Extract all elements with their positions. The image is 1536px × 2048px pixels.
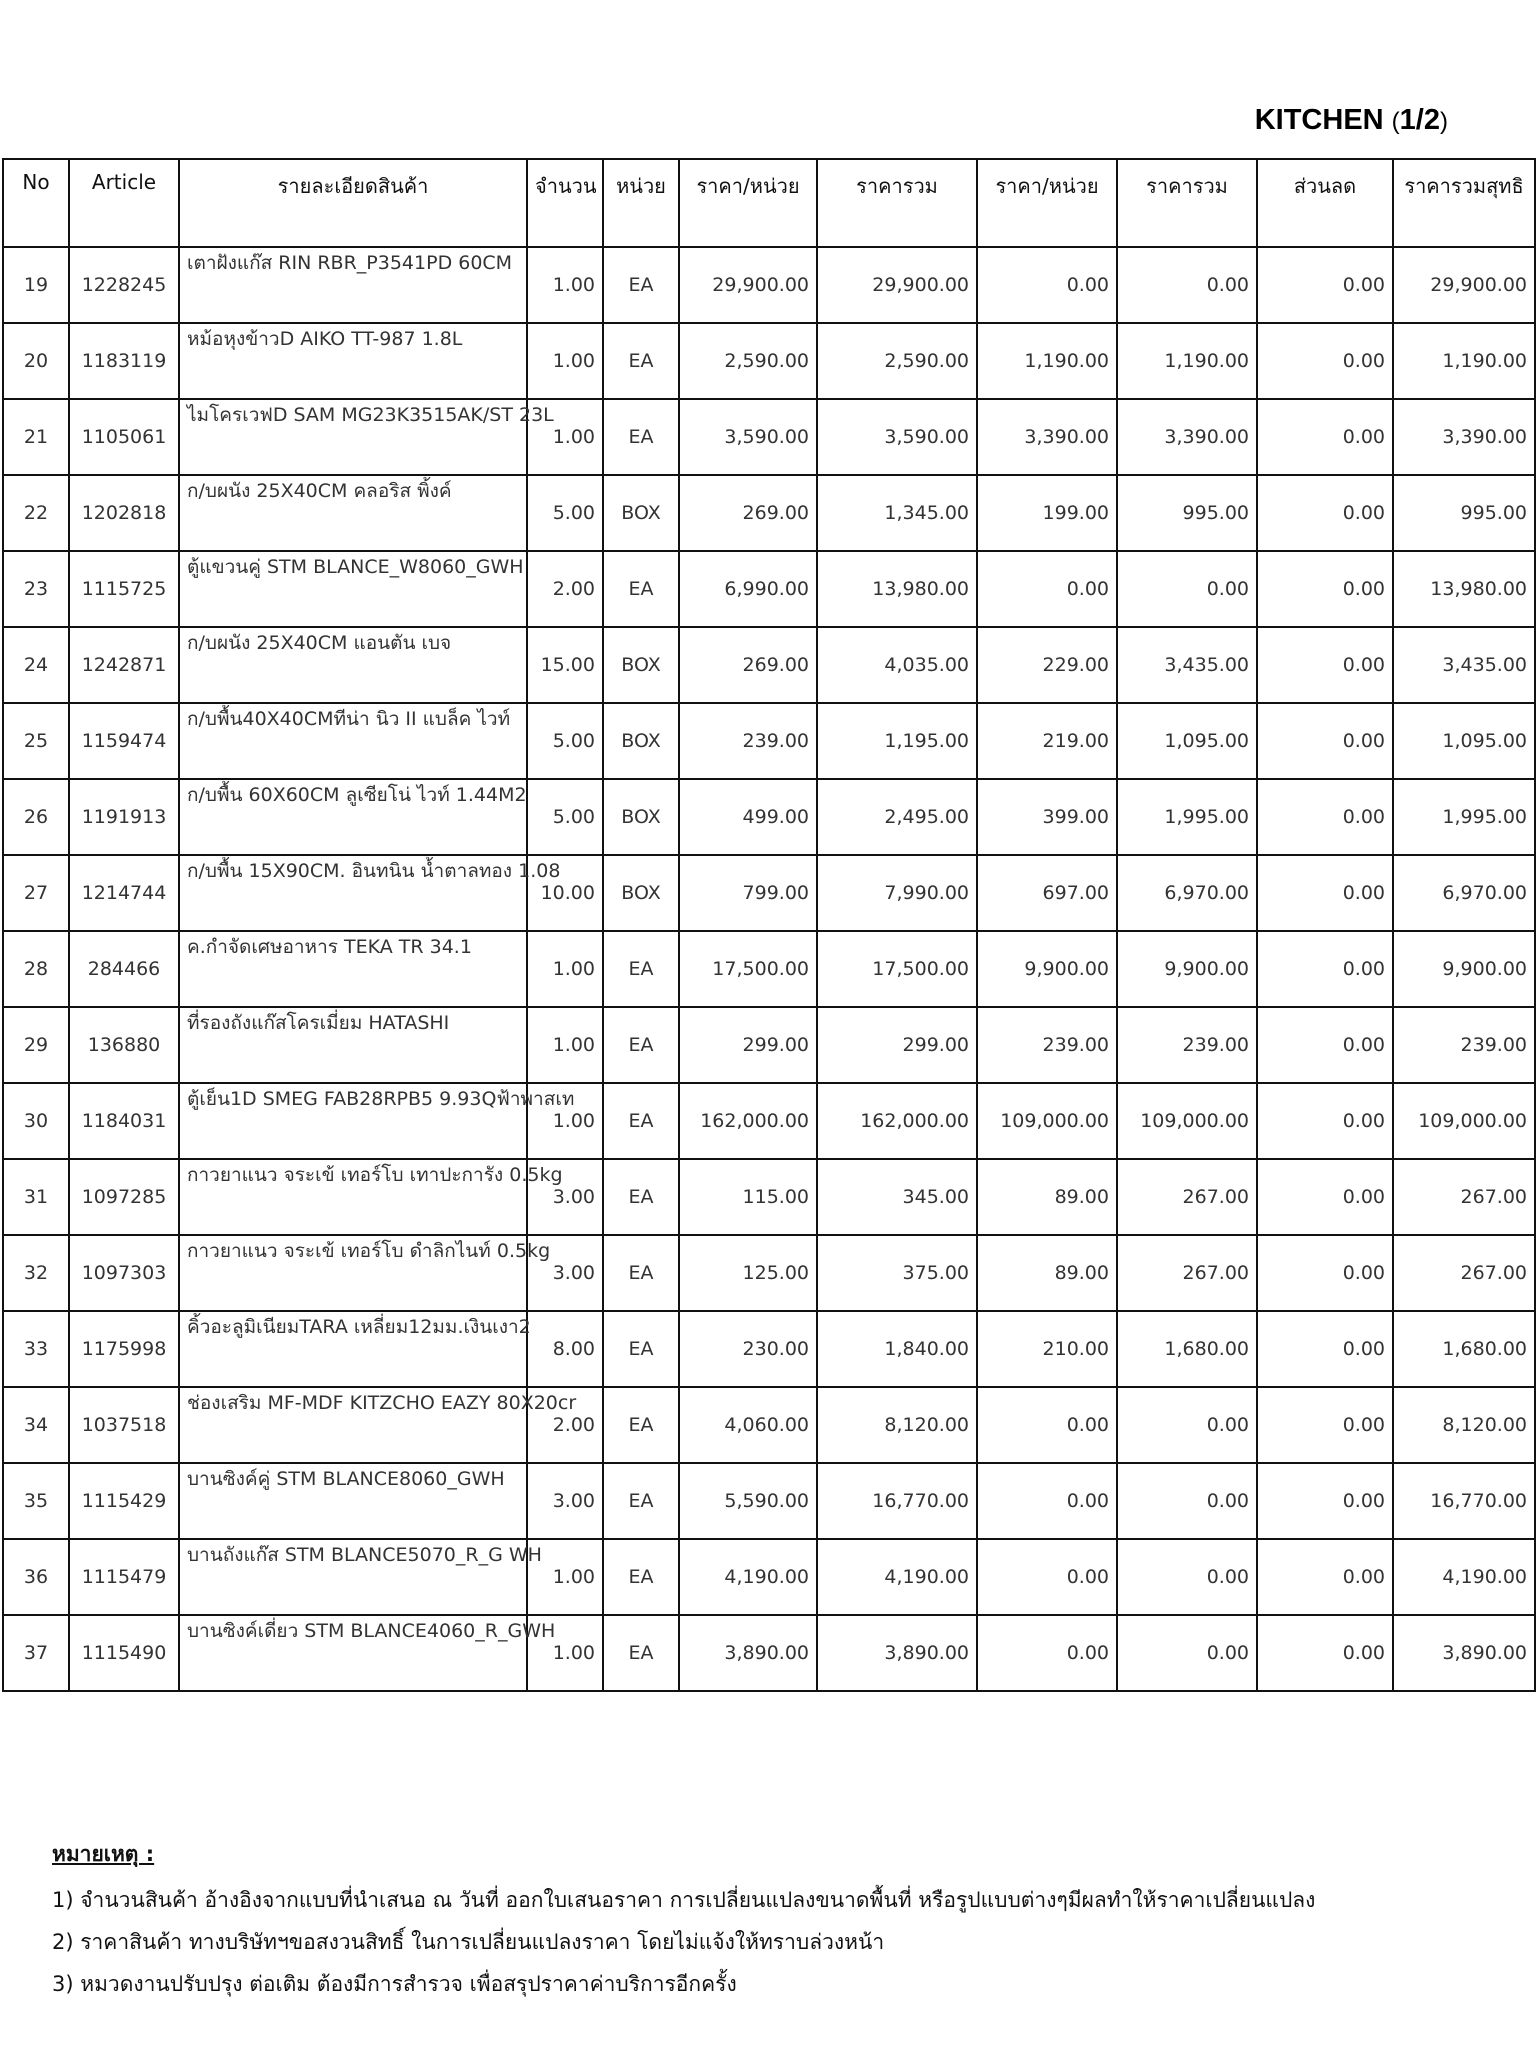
cell-unit-price-2: 399.00 [977, 779, 1117, 855]
cell-total-2: 0.00 [1117, 1539, 1257, 1615]
cell-description: ไมโครเวฟD SAM MG23K3515AK/ST 23L [179, 399, 527, 475]
cell-discount: 0.00 [1257, 551, 1393, 627]
cell-description: บานซิงค์เดี่ยว STM BLANCE4060_R_GWH [179, 1615, 527, 1691]
cell-total-2: 0.00 [1117, 1463, 1257, 1539]
cell-net-total: 995.00 [1393, 475, 1535, 551]
table-row [3, 703, 1535, 779]
cell-unit-price: 4,060.00 [679, 1387, 817, 1463]
cell-article: 1105061 [69, 399, 179, 475]
cell-total: 16,770.00 [817, 1463, 977, 1539]
cell-unit-price: 29,900.00 [679, 247, 817, 323]
header-article: Article [69, 159, 179, 247]
cell-no: 20 [3, 323, 69, 399]
cell-unit-price: 6,990.00 [679, 551, 817, 627]
cell-total-2: 1,190.00 [1117, 323, 1257, 399]
header-description: รายละเอียดสินค้า [179, 159, 527, 247]
cell-net-total: 267.00 [1393, 1235, 1535, 1311]
note-line: 1) จำนวนสินค้า อ้างอิงจากแบบที่นำเสนอ ณ วันที่ ออกใบเสนอราคา การเปลี่ยนแปลงขนาดพื้นที่ หรือรูปแบบต่างๆมีผลทำให้ราคาเปลี่ยนแปลง [52, 1888, 1316, 1912]
cell-total-2: 1,680.00 [1117, 1311, 1257, 1387]
table-header-row [3, 159, 1535, 247]
cell-unit-price-2: 199.00 [977, 475, 1117, 551]
cell-article: 1115725 [69, 551, 179, 627]
header-unit-price-2: ราคา/หน่วย [977, 159, 1117, 247]
cell-no: 36 [3, 1539, 69, 1615]
cell-unit-price-2: 0.00 [977, 1463, 1117, 1539]
cell-discount: 0.00 [1257, 1083, 1393, 1159]
page-title-fraction: 1/2 [1399, 104, 1440, 136]
cell-article: 1228245 [69, 247, 179, 323]
cell-unit: EA [603, 1235, 679, 1311]
cell-article: 1097303 [69, 1235, 179, 1311]
cell-unit-price-2: 1,190.00 [977, 323, 1117, 399]
table-row [3, 1615, 1535, 1691]
cell-total: 3,890.00 [817, 1615, 977, 1691]
cell-net-total: 6,970.00 [1393, 855, 1535, 931]
cell-total: 2,590.00 [817, 323, 977, 399]
cell-total-2: 267.00 [1117, 1235, 1257, 1311]
cell-quantity: 3.00 [527, 1235, 603, 1311]
cell-unit-price-2: 89.00 [977, 1235, 1117, 1311]
cell-total-2: 239.00 [1117, 1007, 1257, 1083]
cell-unit: EA [603, 1463, 679, 1539]
cell-unit: EA [603, 551, 679, 627]
cell-quantity: 1.00 [527, 247, 603, 323]
cell-net-total: 1,095.00 [1393, 703, 1535, 779]
cell-discount: 0.00 [1257, 1007, 1393, 1083]
quotation-table [2, 158, 1536, 1692]
cell-net-total: 1,680.00 [1393, 1311, 1535, 1387]
notes-title: หมายเหตุ : [52, 1842, 155, 1866]
cell-total-2: 267.00 [1117, 1159, 1257, 1235]
cell-unit: EA [603, 931, 679, 1007]
table-row [3, 1539, 1535, 1615]
cell-unit: EA [603, 1615, 679, 1691]
cell-no: 29 [3, 1007, 69, 1083]
cell-unit-price-2: 239.00 [977, 1007, 1117, 1083]
cell-total: 17,500.00 [817, 931, 977, 1007]
note-line: 3) หมวดงานปรับปรุง ต่อเติม ต้องมีการสำรวจ เพื่อสรุปราคาค่าบริการอีกครั้ง [52, 1972, 737, 1996]
cell-unit: BOX [603, 855, 679, 931]
header-quantity: จำนวน [527, 159, 603, 247]
cell-no: 34 [3, 1387, 69, 1463]
cell-article: 1184031 [69, 1083, 179, 1159]
cell-no: 37 [3, 1615, 69, 1691]
cell-quantity: 1.00 [527, 399, 603, 475]
cell-total-2: 3,435.00 [1117, 627, 1257, 703]
table-row [3, 551, 1535, 627]
cell-discount: 0.00 [1257, 1387, 1393, 1463]
cell-discount: 0.00 [1257, 931, 1393, 1007]
cell-no: 25 [3, 703, 69, 779]
table-row [3, 1159, 1535, 1235]
cell-unit: EA [603, 323, 679, 399]
cell-net-total: 3,435.00 [1393, 627, 1535, 703]
cell-no: 33 [3, 1311, 69, 1387]
table-row [3, 1387, 1535, 1463]
table-row [3, 1235, 1535, 1311]
cell-no: 21 [3, 399, 69, 475]
cell-description: ก/บผนัง 25X40CM คลอริส พิ้งค์ [179, 475, 527, 551]
cell-quantity: 2.00 [527, 551, 603, 627]
cell-discount: 0.00 [1257, 1615, 1393, 1691]
cell-unit-price: 3,890.00 [679, 1615, 817, 1691]
cell-unit: EA [603, 1007, 679, 1083]
cell-article: 1202818 [69, 475, 179, 551]
cell-description: ตู้เย็น1D SMEG FAB28RPB5 9.93Qฟ้าพาสเท [179, 1083, 527, 1159]
cell-net-total: 267.00 [1393, 1159, 1535, 1235]
cell-unit: EA [603, 399, 679, 475]
cell-unit: BOX [603, 703, 679, 779]
cell-discount: 0.00 [1257, 703, 1393, 779]
table-row [3, 779, 1535, 855]
cell-no: 28 [3, 931, 69, 1007]
cell-total-2: 6,970.00 [1117, 855, 1257, 931]
cell-article: 1191913 [69, 779, 179, 855]
cell-total: 29,900.00 [817, 247, 977, 323]
cell-unit-price: 115.00 [679, 1159, 817, 1235]
cell-no: 30 [3, 1083, 69, 1159]
cell-total-2: 109,000.00 [1117, 1083, 1257, 1159]
cell-unit-price-2: 229.00 [977, 627, 1117, 703]
page-title-paren-open: ( [1391, 108, 1400, 135]
cell-total-2: 995.00 [1117, 475, 1257, 551]
cell-total: 162,000.00 [817, 1083, 977, 1159]
cell-discount: 0.00 [1257, 247, 1393, 323]
cell-article: 1242871 [69, 627, 179, 703]
cell-description: ที่รองถังแก๊สโครเมี่ยม HATASHI [179, 1007, 527, 1083]
cell-discount: 0.00 [1257, 399, 1393, 475]
cell-net-total: 1,190.00 [1393, 323, 1535, 399]
cell-net-total: 13,980.00 [1393, 551, 1535, 627]
cell-discount: 0.00 [1257, 1311, 1393, 1387]
cell-unit-price-2: 0.00 [977, 1539, 1117, 1615]
cell-quantity: 1.00 [527, 931, 603, 1007]
cell-unit-price-2: 697.00 [977, 855, 1117, 931]
table-row [3, 627, 1535, 703]
cell-article: 1159474 [69, 703, 179, 779]
note-line: 2) ราคาสินค้า ทางบริษัทฯขอสงวนสิทธิ์ ในการเปลี่ยนแปลงราคา โดยไม่แจ้งให้ทราบล่วงหน้า [52, 1930, 885, 1954]
cell-quantity: 5.00 [527, 779, 603, 855]
cell-unit-price: 125.00 [679, 1235, 817, 1311]
cell-discount: 0.00 [1257, 1539, 1393, 1615]
cell-article: 1115490 [69, 1615, 179, 1691]
cell-total: 1,345.00 [817, 475, 977, 551]
cell-unit-price-2: 0.00 [977, 551, 1117, 627]
cell-article: 1115429 [69, 1463, 179, 1539]
cell-unit-price: 162,000.00 [679, 1083, 817, 1159]
table-row [3, 1083, 1535, 1159]
cell-total: 1,840.00 [817, 1311, 977, 1387]
cell-unit: EA [603, 1159, 679, 1235]
cell-discount: 0.00 [1257, 627, 1393, 703]
cell-total: 8,120.00 [817, 1387, 977, 1463]
cell-article: 136880 [69, 1007, 179, 1083]
cell-total: 299.00 [817, 1007, 977, 1083]
cell-net-total: 109,000.00 [1393, 1083, 1535, 1159]
cell-net-total: 239.00 [1393, 1007, 1535, 1083]
cell-total-2: 0.00 [1117, 1387, 1257, 1463]
cell-description: หม้อหุงข้าวD AIKO TT-987 1.8L [179, 323, 527, 399]
cell-unit-price-2: 89.00 [977, 1159, 1117, 1235]
notes-section [52, 1838, 1315, 2005]
cell-quantity: 10.00 [527, 855, 603, 931]
cell-unit-price: 299.00 [679, 1007, 817, 1083]
page-title-paren-close: ) [1440, 108, 1448, 135]
cell-unit: EA [603, 1387, 679, 1463]
cell-quantity: 1.00 [527, 1083, 603, 1159]
header-unit: หน่วย [603, 159, 679, 247]
cell-total-2: 0.00 [1117, 551, 1257, 627]
cell-description: กาวยาแนว จระเข้ เทอร์โบ ดำลิกไนท์ 0.5kg [179, 1235, 527, 1311]
header-total: ราคารวม [817, 159, 977, 247]
cell-unit-price-2: 219.00 [977, 703, 1117, 779]
header-total-2: ราคารวม [1117, 159, 1257, 247]
table-row [3, 323, 1535, 399]
table-row [3, 399, 1535, 475]
cell-description: ตู้แขวนคู่ STM BLANCE_W8060_GWH [179, 551, 527, 627]
cell-unit-price: 5,590.00 [679, 1463, 817, 1539]
cell-total-2: 3,390.00 [1117, 399, 1257, 475]
cell-description: บานซิงค์คู่ STM BLANCE8060_GWH [179, 1463, 527, 1539]
cell-net-total: 9,900.00 [1393, 931, 1535, 1007]
cell-no: 24 [3, 627, 69, 703]
cell-quantity: 1.00 [527, 323, 603, 399]
cell-total-2: 0.00 [1117, 1615, 1257, 1691]
cell-unit: EA [603, 1311, 679, 1387]
cell-unit-price-2: 0.00 [977, 1387, 1117, 1463]
cell-total-2: 9,900.00 [1117, 931, 1257, 1007]
cell-no: 32 [3, 1235, 69, 1311]
cell-unit: BOX [603, 627, 679, 703]
cell-quantity: 5.00 [527, 475, 603, 551]
cell-quantity: 5.00 [527, 703, 603, 779]
cell-discount: 0.00 [1257, 855, 1393, 931]
cell-quantity: 1.00 [527, 1615, 603, 1691]
cell-quantity: 1.00 [527, 1007, 603, 1083]
cell-no: 31 [3, 1159, 69, 1235]
table-row [3, 855, 1535, 931]
header-no: No [3, 159, 69, 247]
cell-no: 22 [3, 475, 69, 551]
cell-unit-price: 17,500.00 [679, 931, 817, 1007]
cell-discount: 0.00 [1257, 1463, 1393, 1539]
cell-total: 2,495.00 [817, 779, 977, 855]
cell-no: 23 [3, 551, 69, 627]
cell-description: ก/บผนัง 25X40CM แอนตัน เบจ [179, 627, 527, 703]
cell-unit-price: 799.00 [679, 855, 817, 931]
cell-article: 1183119 [69, 323, 179, 399]
cell-no: 26 [3, 779, 69, 855]
cell-description: บานถังแก๊ส STM BLANCE5070_R_G WH [179, 1539, 527, 1615]
cell-description: คิ้วอะลูมิเนียมTARA เหลี่ยม12มม.เงินเงา2 [179, 1311, 527, 1387]
cell-article: 284466 [69, 931, 179, 1007]
cell-unit-price: 239.00 [679, 703, 817, 779]
cell-total: 4,035.00 [817, 627, 977, 703]
cell-net-total: 16,770.00 [1393, 1463, 1535, 1539]
cell-description: ช่องเสริม MF-MDF KITZCHO EAZY 80X20cr [179, 1387, 527, 1463]
cell-article: 1175998 [69, 1311, 179, 1387]
cell-unit: EA [603, 1539, 679, 1615]
cell-description: ก/บพื้น 60X60CM ลูเซียโน่ ไวท์ 1.44M2 [179, 779, 527, 855]
cell-article: 1097285 [69, 1159, 179, 1235]
cell-total: 375.00 [817, 1235, 977, 1311]
cell-description: กาวยาแนว จระเข้ เทอร์โบ เทาปะการัง 0.5kg [179, 1159, 527, 1235]
cell-unit-price: 230.00 [679, 1311, 817, 1387]
cell-unit-price: 269.00 [679, 475, 817, 551]
cell-quantity: 8.00 [527, 1311, 603, 1387]
cell-quantity: 3.00 [527, 1463, 603, 1539]
cell-quantity: 1.00 [527, 1539, 603, 1615]
cell-unit-price: 2,590.00 [679, 323, 817, 399]
cell-discount: 0.00 [1257, 1159, 1393, 1235]
cell-unit-price: 499.00 [679, 779, 817, 855]
cell-no: 35 [3, 1463, 69, 1539]
cell-unit-price-2: 0.00 [977, 247, 1117, 323]
cell-unit-price: 3,590.00 [679, 399, 817, 475]
cell-description: ก/บพื้น40X40CMทีน่า นิว II แบล็ค ไวท์ [179, 703, 527, 779]
cell-unit-price: 4,190.00 [679, 1539, 817, 1615]
cell-unit: BOX [603, 475, 679, 551]
cell-unit-price-2: 109,000.00 [977, 1083, 1117, 1159]
cell-unit-price-2: 0.00 [977, 1615, 1117, 1691]
cell-total-2: 0.00 [1117, 247, 1257, 323]
cell-net-total: 8,120.00 [1393, 1387, 1535, 1463]
table-body [3, 247, 1535, 1691]
cell-unit: EA [603, 247, 679, 323]
cell-total: 3,590.00 [817, 399, 977, 475]
cell-description: เตาฝังแก๊ส RIN RBR_P3541PD 60CM [179, 247, 527, 323]
header-unit-price: ราคา/หน่วย [679, 159, 817, 247]
page-title [1255, 104, 1448, 137]
cell-unit: BOX [603, 779, 679, 855]
header-discount: ส่วนลด [1257, 159, 1393, 247]
table-row [3, 247, 1535, 323]
header-net-total: ราคารวมสุทธิ [1393, 159, 1535, 247]
table-row [3, 1463, 1535, 1539]
cell-total-2: 1,995.00 [1117, 779, 1257, 855]
cell-net-total: 4,190.00 [1393, 1539, 1535, 1615]
cell-unit: EA [603, 1083, 679, 1159]
cell-article: 1037518 [69, 1387, 179, 1463]
cell-quantity: 3.00 [527, 1159, 603, 1235]
cell-total: 13,980.00 [817, 551, 977, 627]
cell-net-total: 29,900.00 [1393, 247, 1535, 323]
cell-net-total: 3,890.00 [1393, 1615, 1535, 1691]
cell-discount: 0.00 [1257, 779, 1393, 855]
cell-no: 19 [3, 247, 69, 323]
cell-discount: 0.00 [1257, 475, 1393, 551]
cell-quantity: 2.00 [527, 1387, 603, 1463]
cell-total: 345.00 [817, 1159, 977, 1235]
table-row [3, 931, 1535, 1007]
cell-quantity: 15.00 [527, 627, 603, 703]
cell-article: 1115479 [69, 1539, 179, 1615]
table-row [3, 1311, 1535, 1387]
cell-discount: 0.00 [1257, 323, 1393, 399]
table-row [3, 1007, 1535, 1083]
cell-discount: 0.00 [1257, 1235, 1393, 1311]
cell-net-total: 3,390.00 [1393, 399, 1535, 475]
cell-total: 1,195.00 [817, 703, 977, 779]
cell-description: ค.กำจัดเศษอาหาร TEKA TR 34.1 [179, 931, 527, 1007]
cell-article: 1214744 [69, 855, 179, 931]
cell-unit-price-2: 210.00 [977, 1311, 1117, 1387]
cell-total: 4,190.00 [817, 1539, 977, 1615]
cell-unit-price-2: 9,900.00 [977, 931, 1117, 1007]
table-row [3, 475, 1535, 551]
page-title-main: KITCHEN [1254, 104, 1384, 136]
cell-unit-price: 269.00 [679, 627, 817, 703]
cell-net-total: 1,995.00 [1393, 779, 1535, 855]
cell-description: ก/บพื้น 15X90CM. อินทนิน น้ำตาลทอง 1.08 [179, 855, 527, 931]
cell-total-2: 1,095.00 [1117, 703, 1257, 779]
cell-no: 27 [3, 855, 69, 931]
cell-total: 7,990.00 [817, 855, 977, 931]
cell-unit-price-2: 3,390.00 [977, 399, 1117, 475]
